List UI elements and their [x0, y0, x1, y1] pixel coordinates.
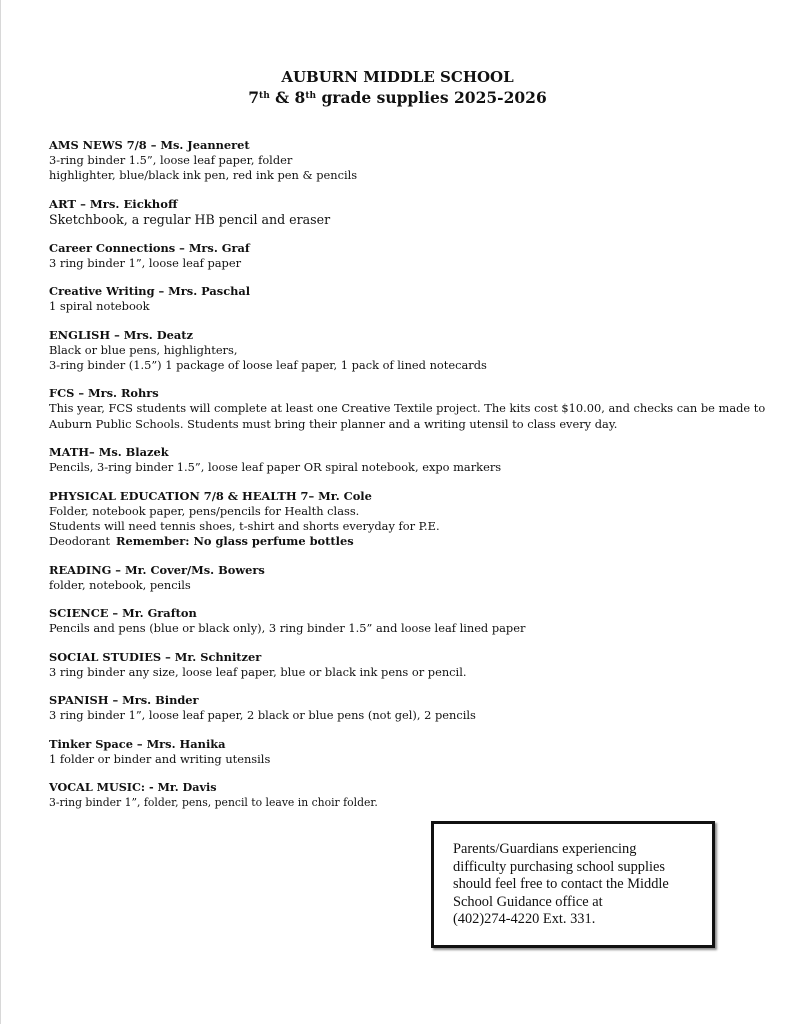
- section-reading: [49, 563, 749, 593]
- section-line: 1 spiral notebook: [49, 299, 150, 314]
- section-tinker-space: [49, 737, 749, 767]
- section-line: 3-ring binder 1.5”, loose leaf paper, folder: [49, 153, 293, 167]
- section-vocal-music: [49, 780, 749, 810]
- notice-line: School Guidance office at: [453, 893, 603, 910]
- section-line: 1 folder or binder and writing utensils: [49, 751, 271, 766]
- section-line: 3 ring binder 1”, loose leaf paper, 2 black or blue pens (not gel), 2 pencils: [49, 708, 476, 723]
- grade-connector: &: [269, 88, 295, 107]
- section-fcs: [49, 386, 766, 432]
- section-title: ENGLISH – Mrs. Deatz: [49, 327, 193, 342]
- section-title: FCS – Mrs. Rohrs: [49, 386, 159, 401]
- section-line: This year, FCS students will complete at least one Creative Textile project. The kits cost $10.00, and checks can be made to: [49, 401, 766, 416]
- notice-line: difficulty purchasing school supplies: [453, 858, 665, 875]
- section-english: [49, 328, 749, 374]
- section-line: 3-ring binder 1”, folder, pens, pencil to leave in choir folder.: [49, 795, 378, 809]
- section-line: 3 ring binder 1”, loose leaf paper: [49, 255, 242, 270]
- section-title: AMS NEWS 7/8 – Ms. Jeanneret: [49, 138, 250, 152]
- section-ams-news: [49, 138, 749, 184]
- section-line: Auburn Public Schools. Students must bring their planner and a writing utensil to class every day.: [49, 416, 618, 431]
- section-career-connections: [49, 241, 749, 271]
- section-science: [49, 606, 749, 636]
- section-title: Creative Writing – Mrs. Paschal: [49, 284, 251, 299]
- deodorant-text: Deodorant: [49, 534, 111, 549]
- section-title: READING – Mr. Cover/Ms. Bowers: [49, 562, 265, 577]
- section-line: Students will need tennis shoes, t-shirt and shorts everyday for P.E.: [49, 519, 440, 534]
- section-creative-writing: [49, 284, 749, 314]
- section-math: [49, 445, 749, 475]
- section-title: Career Connections – Mrs. Graf: [49, 240, 250, 255]
- section-line: Black or blue pens, highlighters,: [49, 342, 238, 357]
- section-title: SPANISH – Mrs. Binder: [49, 693, 199, 708]
- notice-line: Parents/Guardians experiencing: [453, 841, 637, 857]
- section-line: highlighter, blue/black ink pen, red ink pen & pencils: [49, 168, 358, 183]
- section-line: Folder, notebook paper, pens/pencils for Health class.: [49, 503, 360, 518]
- section-title: Tinker Space – Mrs. Hanika: [49, 736, 226, 751]
- section-social-studies: [49, 650, 749, 680]
- grade-seventh-suffix: th: [259, 91, 270, 101]
- supply-list-title: [1, 86, 793, 110]
- grade-eighth-suffix: th: [305, 91, 317, 101]
- section-title: MATH– Ms. Blazek: [49, 445, 169, 460]
- section-line: Pencils, 3-ring binder 1.5”, loose leaf paper OR spiral notebook, expo markers: [49, 460, 502, 475]
- grade-title-rest: grade supplies 2025-2026: [316, 88, 547, 107]
- section-line: Sketchbook, a regular HB pencil and eraser: [49, 211, 331, 227]
- section-line: 3 ring binder any size, loose leaf paper, blue or black ink pens or pencil.: [49, 664, 467, 679]
- section-title: PHYSICAL EDUCATION 7/8 & HEALTH 7– Mr. Cole: [49, 488, 372, 503]
- section-art: [49, 197, 749, 228]
- grade-eighth: 8: [294, 88, 306, 107]
- section-line: Pencils and pens (blue or black only), 3 ring binder 1.5” and loose leaf lined paper: [49, 621, 526, 636]
- notice-line: should feel free to contact the Middle: [453, 876, 669, 893]
- grade-seventh: 7: [248, 88, 260, 107]
- section-title: SOCIAL STUDIES – Mr. Schnitzer: [49, 649, 262, 664]
- section-title: ART – Mrs. Eickhoff: [49, 196, 178, 211]
- section-line: 3-ring binder (1.5”) 1 package of loose leaf paper, 1 pack of lined notecards: [49, 358, 487, 373]
- assistance-notice-box: [431, 821, 715, 948]
- supply-sections: [49, 138, 766, 823]
- document-header: [1, 68, 793, 110]
- section-physical-education: [49, 489, 749, 550]
- section-title: VOCAL MUSIC: - Mr. Davis: [49, 779, 217, 794]
- notice-line: (402)274-4220 Ext. 331.: [453, 911, 596, 928]
- section-spanish: [49, 693, 749, 723]
- school-name: AUBURN MIDDLE SCHOOL: [281, 68, 514, 86]
- perfume-reminder: Remember: No glass perfume bottles: [116, 534, 354, 549]
- section-line: folder, notebook, pencils: [49, 577, 191, 592]
- section-line: [49, 534, 749, 549]
- section-title: SCIENCE – Mr. Grafton: [49, 606, 197, 621]
